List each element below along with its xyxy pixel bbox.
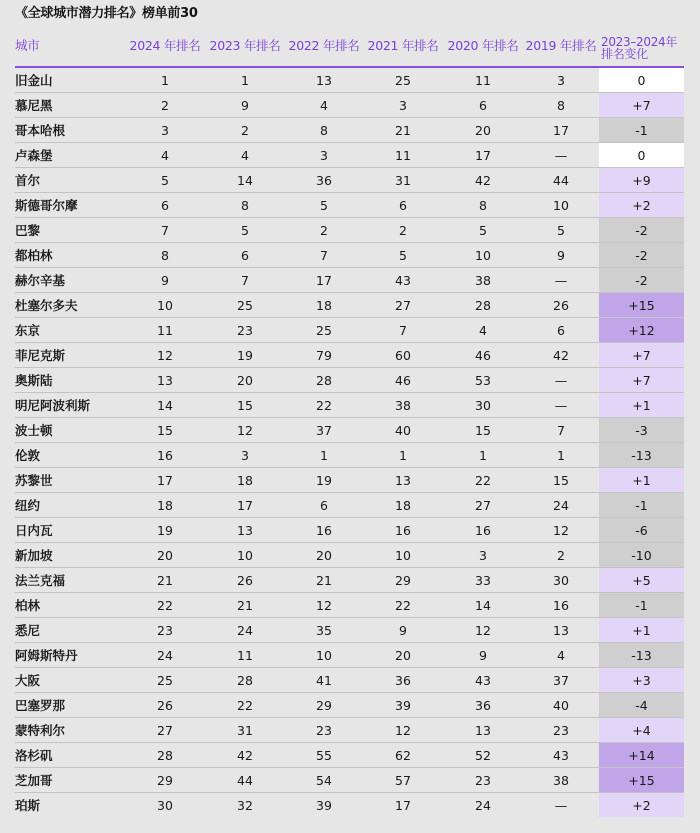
table-row [15,768,684,793]
city-cell: 新加坡 [15,543,125,568]
rank-2024-cell: 14 [125,393,205,418]
rank-2021-cell: 10 [363,543,443,568]
city-cell: 洛杉矶 [15,743,125,768]
rank-2022-cell: 17 [285,268,363,293]
rank-2023-cell: 8 [205,193,285,218]
table-title: 《全球城市潜力排名》榜单前30 [15,6,198,21]
rank-2021-cell: 62 [363,743,443,768]
rank-2024-cell: 28 [125,743,205,768]
rank-2022-cell: 19 [285,468,363,493]
rank-2022-cell: 3 [285,143,363,168]
table-row [15,343,684,368]
rank-2020-cell: 13 [443,718,523,743]
rank-2024-cell: 6 [125,193,205,218]
rank-change-cell: +1 [599,468,684,493]
header-2019: 2019 年排名 [523,36,599,67]
rank-2020-cell: 3 [443,543,523,568]
rank-2022-cell: 8 [285,118,363,143]
rank-2019-cell: 23 [523,718,599,743]
city-cell: 波士顿 [15,418,125,443]
rank-2020-cell: 12 [443,618,523,643]
rank-2022-cell: 23 [285,718,363,743]
rank-2020-cell: 43 [443,668,523,693]
rank-change-cell: +2 [599,193,684,218]
rank-2020-cell: 23 [443,768,523,793]
table-row [15,518,684,543]
rank-2021-cell: 18 [363,493,443,518]
rank-change-cell: +5 [599,568,684,593]
rank-2021-cell: 11 [363,143,443,168]
header-2024: 2024 年排名 [125,36,205,67]
table-row [15,543,684,568]
rank-2019-cell: 43 [523,743,599,768]
rank-change-cell: -13 [599,643,684,668]
city-cell: 巴黎 [15,218,125,243]
rank-change-cell: +1 [599,618,684,643]
rank-2024-cell: 2 [125,93,205,118]
city-cell: 慕尼黑 [15,93,125,118]
rank-2023-cell: 7 [205,268,285,293]
rank-2024-cell: 9 [125,268,205,293]
rank-2023-cell: 12 [205,418,285,443]
table-row [15,268,684,293]
rank-2023-cell: 9 [205,93,285,118]
header-2023: 2023 年排名 [205,36,285,67]
header-change: 2023–2024年排名变化 [599,36,684,67]
rank-2019-cell: 8 [523,93,599,118]
rank-2019-cell: — [523,268,599,293]
rank-2019-cell: 5 [523,218,599,243]
rank-2022-cell: 21 [285,568,363,593]
rank-2021-cell: 39 [363,693,443,718]
rank-2020-cell: 36 [443,693,523,718]
rank-2022-cell: 22 [285,393,363,418]
rank-2020-cell: 4 [443,318,523,343]
rank-2022-cell: 28 [285,368,363,393]
city-cell: 悉尼 [15,618,125,643]
rank-change-cell: -10 [599,543,684,568]
rank-2022-cell: 2 [285,218,363,243]
table-row [15,193,684,218]
rank-2020-cell: 8 [443,193,523,218]
rank-2023-cell: 2 [205,118,285,143]
table-row [15,443,684,468]
rank-change-cell: +3 [599,668,684,693]
table-row [15,693,684,718]
rank-2022-cell: 18 [285,293,363,318]
rank-2020-cell: 42 [443,168,523,193]
rank-2022-cell: 29 [285,693,363,718]
table-row [15,593,684,618]
city-cell: 蒙特利尔 [15,718,125,743]
rank-2019-cell: 38 [523,768,599,793]
city-cell: 纽约 [15,493,125,518]
rank-change-cell: +7 [599,368,684,393]
rank-2023-cell: 31 [205,718,285,743]
header-2022: 2022 年排名 [285,36,363,67]
city-ranking-table [15,36,684,817]
rank-2023-cell: 42 [205,743,285,768]
table-row [15,293,684,318]
rank-change-cell: -1 [599,593,684,618]
rank-2021-cell: 16 [363,518,443,543]
table-row [15,718,684,743]
rank-2019-cell: 9 [523,243,599,268]
rank-2021-cell: 17 [395,797,411,813]
rank-2019-cell: 3 [523,67,599,93]
rank-2022-cell: 41 [285,668,363,693]
rank-change-cell: +14 [599,743,684,768]
rank-2019-cell: 13 [523,618,599,643]
rank-2023-cell: 1 [205,67,285,93]
rank-2023-cell: 26 [205,568,285,593]
rank-2023-cell: 5 [205,218,285,243]
table-row [15,793,684,818]
rank-2023-cell: 24 [205,618,285,643]
rank-2019-cell: 17 [523,118,599,143]
rank-2024-cell: 21 [125,568,205,593]
table-row [15,468,684,493]
rank-2021-cell: 25 [363,67,443,93]
rank-2024-cell: 15 [125,418,205,443]
header-2020: 2020 年排名 [443,36,523,67]
rank-2023-cell: 17 [205,493,285,518]
rank-2024-cell: 7 [125,218,205,243]
rank-2019-cell: 15 [523,468,599,493]
rank-2022-cell: 37 [285,418,363,443]
rank-2021-cell: 1 [363,443,443,468]
rank-change-cell: +15 [599,768,684,793]
city-cell: 法兰克福 [15,568,125,593]
rank-2022-cell: 54 [285,768,363,793]
table-row [15,318,684,343]
rank-change-cell: 0 [599,67,684,93]
rank-2022-cell: 25 [285,318,363,343]
rank-2020-cell: 24 [475,797,491,813]
rank-2022-cell: 36 [285,168,363,193]
city-cell: 东京 [15,318,125,343]
rank-2019-cell: 37 [523,668,599,693]
rank-2023-cell: 20 [205,368,285,393]
rank-2019-cell: 4 [523,643,599,668]
rank-2024-cell: 24 [125,643,205,668]
rank-2023-cell: 23 [205,318,285,343]
rank-2024-cell: 3 [125,118,205,143]
rank-2024-cell: 11 [125,318,205,343]
rank-change-cell: -2 [599,218,684,243]
rank-2019-cell: 1 [523,443,599,468]
rank-2024-cell: 30 [157,797,173,813]
rank-2019-cell: 16 [523,593,599,618]
rank-2021-cell: 9 [363,618,443,643]
rank-2022-cell: 20 [285,543,363,568]
rank-2024-cell: 12 [125,343,205,368]
rank-change-cell: +9 [599,168,684,193]
city-cell: 斯德哥尔摩 [15,193,125,218]
rank-2020-cell: 53 [443,368,523,393]
city-cell: 旧金山 [15,67,125,93]
rank-2023-cell: 15 [205,393,285,418]
rank-2023-cell: 11 [205,643,285,668]
table-row [15,568,684,593]
rank-2019-cell: 12 [523,518,599,543]
rank-change-cell: -4 [599,693,684,718]
rank-2020-cell: 22 [443,468,523,493]
rank-change-cell: -3 [599,418,684,443]
rank-2021-cell: 36 [363,668,443,693]
table-row [15,393,684,418]
table-row [15,418,684,443]
rank-2023-cell: 25 [205,293,285,318]
rank-change-cell: -2 [599,268,684,293]
rank-change-cell: +1 [599,393,684,418]
rank-2020-cell: 33 [443,568,523,593]
rank-2021-cell: 21 [363,118,443,143]
rank-2022-cell: 7 [285,243,363,268]
rank-2024-cell: 4 [125,143,205,168]
rank-2023-cell: 6 [205,243,285,268]
table-row [15,643,684,668]
rank-2020-cell: 15 [443,418,523,443]
city-cell: 卢森堡 [15,143,125,168]
rank-2019-cell: 2 [523,543,599,568]
rank-2021-cell: 22 [363,593,443,618]
city-cell: 阿姆斯特丹 [15,643,125,668]
table-row [15,368,684,393]
rank-2022-cell: 12 [285,593,363,618]
city-cell: 菲尼克斯 [15,343,125,368]
rank-2023-cell: 21 [205,593,285,618]
rank-2021-cell: 6 [363,193,443,218]
table-row [15,493,684,518]
rank-2024-cell: 19 [125,518,205,543]
city-cell: 杜塞尔多夫 [15,293,125,318]
rank-2024-cell: 1 [125,67,205,93]
rank-2022-cell: 79 [285,343,363,368]
rank-2021-cell: 46 [363,368,443,393]
rank-2024-cell: 26 [125,693,205,718]
rank-change-cell: +4 [599,718,684,743]
rank-2022-cell: 39 [316,797,332,813]
rank-2019-cell: 40 [523,693,599,718]
city-cell: 赫尔辛基 [15,268,125,293]
rank-2020-cell: 20 [443,118,523,143]
rank-2020-cell: 6 [443,93,523,118]
city-cell: 珀斯 [15,798,41,813]
rank-2021-cell: 38 [363,393,443,418]
rank-2020-cell: 10 [443,243,523,268]
rank-2021-cell: 12 [363,718,443,743]
rank-2020-cell: 5 [443,218,523,243]
rank-2024-cell: 23 [125,618,205,643]
rank-2022-cell: 4 [285,93,363,118]
rank-2023-cell: 19 [205,343,285,368]
rank-2021-cell: 40 [363,418,443,443]
rank-2020-cell: 16 [443,518,523,543]
rank-2020-cell: 38 [443,268,523,293]
rank-2020-cell: 27 [443,493,523,518]
city-cell: 柏林 [15,593,125,618]
header-city: 城市 [15,36,125,67]
rank-change-cell: -1 [599,493,684,518]
rank-2023-cell: 13 [205,518,285,543]
rank-2019-cell: 30 [523,568,599,593]
rank-2023-cell: 28 [205,668,285,693]
rank-2024-cell: 8 [125,243,205,268]
table-row [15,143,684,168]
rank-2023-cell: 14 [205,168,285,193]
city-cell: 巴塞罗那 [15,693,125,718]
rank-2019-cell: 7 [523,418,599,443]
city-cell: 都柏林 [15,243,125,268]
rank-change-cell: 0 [599,143,684,168]
table-row [15,67,684,93]
city-cell: 芝加哥 [15,768,125,793]
rank-2019-cell: — [523,393,599,418]
rank-2020-cell: 11 [443,67,523,93]
rank-2019-cell: 44 [523,168,599,193]
rank-2022-cell: 16 [285,518,363,543]
table-row [15,168,684,193]
rank-2021-cell: 60 [363,343,443,368]
city-cell: 奥斯陆 [15,368,125,393]
city-cell: 哥本哈根 [15,118,125,143]
rank-2021-cell: 2 [363,218,443,243]
rank-change-cell: -1 [599,118,684,143]
rank-2020-cell: 14 [443,593,523,618]
rank-2021-cell: 13 [363,468,443,493]
rank-2020-cell: 46 [443,343,523,368]
rank-2021-cell: 5 [363,243,443,268]
rank-change-cell: -6 [599,518,684,543]
rank-2019-cell: 24 [523,493,599,518]
rank-2022-cell: 55 [285,743,363,768]
rank-2020-cell: 1 [443,443,523,468]
rank-2022-cell: 13 [285,67,363,93]
rank-2024-cell: 29 [125,768,205,793]
rank-2021-cell: 3 [363,93,443,118]
rank-2022-cell: 5 [285,193,363,218]
city-cell: 明尼阿波利斯 [15,393,125,418]
table-row [15,118,684,143]
rank-2024-cell: 16 [125,443,205,468]
rank-change-cell: +2 [599,793,684,818]
rank-2022-cell: 6 [285,493,363,518]
rank-change-cell: +15 [599,293,684,318]
rank-2021-cell: 27 [363,293,443,318]
rank-2019-cell: — [554,797,568,813]
table-row [15,93,684,118]
rank-2023-cell: 32 [237,797,253,813]
rank-2020-cell: 17 [443,143,523,168]
rank-2024-cell: 17 [125,468,205,493]
rank-2019-cell: 42 [523,343,599,368]
rank-2024-cell: 22 [125,593,205,618]
table-row [15,743,684,768]
rank-change-cell: +12 [599,318,684,343]
rank-2019-cell: 10 [523,193,599,218]
rank-2022-cell: 35 [285,618,363,643]
city-cell: 大阪 [15,668,125,693]
rank-2021-cell: 43 [363,268,443,293]
rank-2021-cell: 31 [363,168,443,193]
rank-2023-cell: 4 [205,143,285,168]
rank-2021-cell: 20 [363,643,443,668]
city-cell: 日内瓦 [15,518,125,543]
rank-2023-cell: 3 [205,443,285,468]
rank-2019-cell: — [523,368,599,393]
rank-2024-cell: 27 [125,718,205,743]
rank-2021-cell: 7 [363,318,443,343]
rank-2024-cell: 25 [125,668,205,693]
rank-change-cell: -13 [599,443,684,468]
header-2021: 2021 年排名 [363,36,443,67]
rank-2021-cell: 29 [363,568,443,593]
rank-2020-cell: 28 [443,293,523,318]
table-row [15,218,684,243]
table-row [15,618,684,643]
city-cell: 首尔 [15,168,125,193]
city-cell: 伦敦 [15,443,125,468]
rank-2023-cell: 22 [205,693,285,718]
rank-2023-cell: 18 [205,468,285,493]
rank-change-cell: -2 [599,243,684,268]
rank-change-cell: +7 [599,93,684,118]
rank-change-cell: +7 [599,343,684,368]
rank-2021-cell: 57 [363,768,443,793]
rank-2024-cell: 18 [125,493,205,518]
rank-2020-cell: 52 [443,743,523,768]
rank-2020-cell: 30 [443,393,523,418]
rank-2019-cell: 6 [523,318,599,343]
header-row [15,36,684,67]
rank-2019-cell: 26 [523,293,599,318]
rank-2022-cell: 1 [285,443,363,468]
rank-2019-cell: — [523,143,599,168]
rank-2023-cell: 44 [205,768,285,793]
rank-2024-cell: 13 [125,368,205,393]
table-row [15,243,684,268]
rank-2024-cell: 10 [125,293,205,318]
table-row [15,668,684,693]
rank-2024-cell: 20 [125,543,205,568]
rank-2023-cell: 10 [205,543,285,568]
rank-2020-cell: 9 [443,643,523,668]
city-cell: 苏黎世 [15,468,125,493]
rank-2022-cell: 10 [285,643,363,668]
rank-2024-cell: 5 [125,168,205,193]
